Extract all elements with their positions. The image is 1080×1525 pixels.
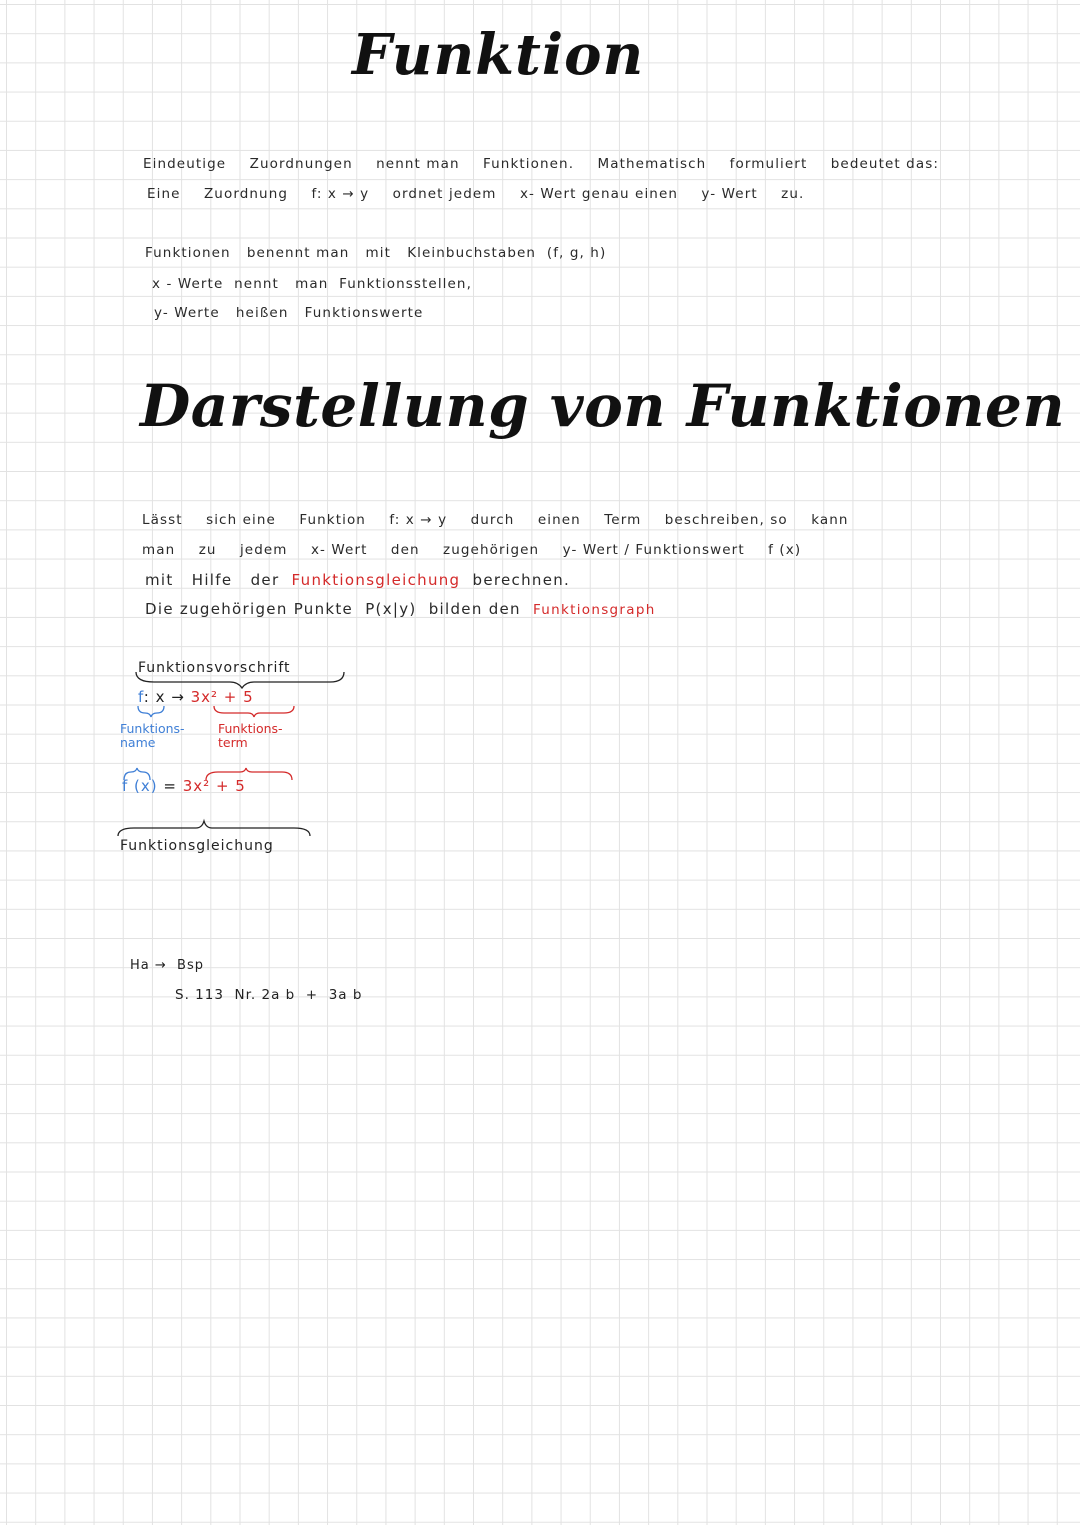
text-fragment: Eine bbox=[147, 186, 181, 202]
text-fragment: x- Wert bbox=[310, 542, 368, 558]
paragraph-line-3 bbox=[145, 571, 570, 589]
text-fragment: y- Wert / Funktionswert bbox=[562, 542, 745, 558]
function-symbol: f (x) bbox=[122, 777, 158, 795]
text-fragment: sich eine bbox=[206, 512, 276, 528]
text-fragment: Die zugehörigen Punkte P(x|y) bilden den bbox=[145, 600, 533, 618]
text-fragment: durch bbox=[470, 512, 515, 528]
text-fragment: jedem bbox=[239, 542, 288, 558]
naming-line-1: Funktionen benennt man mit Kleinbuchstaben (f, g, h) bbox=[145, 245, 607, 261]
name-and-term-braces bbox=[136, 704, 316, 718]
text-fragment: formuliert bbox=[729, 156, 808, 172]
text-fragment: ordnet jedem bbox=[392, 186, 497, 202]
text-fragment: Zuordnungen bbox=[249, 156, 353, 172]
text-fragment: mit Hilfe der bbox=[145, 571, 292, 589]
text-fragment: f: x → y bbox=[311, 186, 370, 202]
vorschrift-label: Funktionsvorschrift bbox=[138, 660, 291, 676]
text-fragment: = bbox=[157, 777, 183, 795]
equation-label: Funktionsgleichung bbox=[120, 838, 274, 854]
text-fragment: f: x → y bbox=[389, 512, 448, 528]
text-fragment: Funktionen. bbox=[483, 156, 575, 172]
equation-term: 3x² + 5 bbox=[182, 777, 246, 795]
naming-line-3: y- Werte heißen Funktionswerte bbox=[154, 305, 424, 321]
keyword-funktionsgleichung: Funktionsgleichung bbox=[291, 571, 461, 589]
page-title: Funktion bbox=[352, 22, 645, 88]
text-fragment: Lässt bbox=[142, 512, 183, 528]
text-fragment: : x → bbox=[143, 688, 191, 706]
homework-label: Ha → Bsp bbox=[130, 958, 204, 973]
text-fragment: f (x) bbox=[768, 542, 802, 558]
equation-formula bbox=[122, 777, 246, 795]
paragraph-line-2 bbox=[142, 542, 922, 558]
text-fragment: beschreiben, so bbox=[664, 512, 788, 528]
text-fragment: einen bbox=[537, 512, 581, 528]
keyword-funktionsgraph: Funktionsgraph bbox=[532, 602, 656, 618]
function-term-label: Funktions- term bbox=[218, 721, 283, 750]
paragraph-line-4 bbox=[145, 600, 656, 618]
definition-line-1 bbox=[143, 156, 939, 172]
homework-reference: S. 113 Nr. 2a b + 3a b bbox=[175, 987, 363, 1003]
function-name-label: Funktions- name bbox=[120, 721, 185, 750]
text-fragment: nennt man bbox=[376, 156, 460, 172]
definition-line-2 bbox=[147, 186, 847, 202]
text-fragment: den bbox=[390, 542, 420, 558]
text-fragment: Mathematisch bbox=[597, 156, 707, 172]
function-term: 3x² + 5 bbox=[190, 688, 254, 706]
text-fragment: Zuordnung bbox=[203, 186, 289, 202]
text-fragment: zu. bbox=[781, 186, 805, 202]
text-fragment: Term bbox=[604, 512, 642, 528]
equation-brace bbox=[116, 820, 316, 838]
text-fragment: bedeutet das: bbox=[830, 156, 939, 172]
text-fragment: man bbox=[142, 542, 176, 558]
naming-line-2: x - Werte nennt man Funktionsstellen, bbox=[152, 276, 472, 292]
paragraph-line-1 bbox=[142, 512, 922, 528]
text-fragment: y- Wert bbox=[701, 186, 758, 202]
section-title: Darstellung von Funktionen bbox=[140, 372, 1066, 440]
text-fragment: kann bbox=[811, 512, 849, 528]
text-fragment: zu bbox=[198, 542, 217, 558]
text-fragment: x- Wert genau einen bbox=[519, 186, 679, 202]
text-fragment: berechnen. bbox=[460, 571, 571, 589]
function-name-symbol: f bbox=[138, 688, 144, 706]
text-fragment: Funktion bbox=[299, 512, 366, 528]
text-fragment: zugehörigen bbox=[443, 542, 540, 558]
text-fragment: Eindeutige bbox=[143, 156, 227, 172]
